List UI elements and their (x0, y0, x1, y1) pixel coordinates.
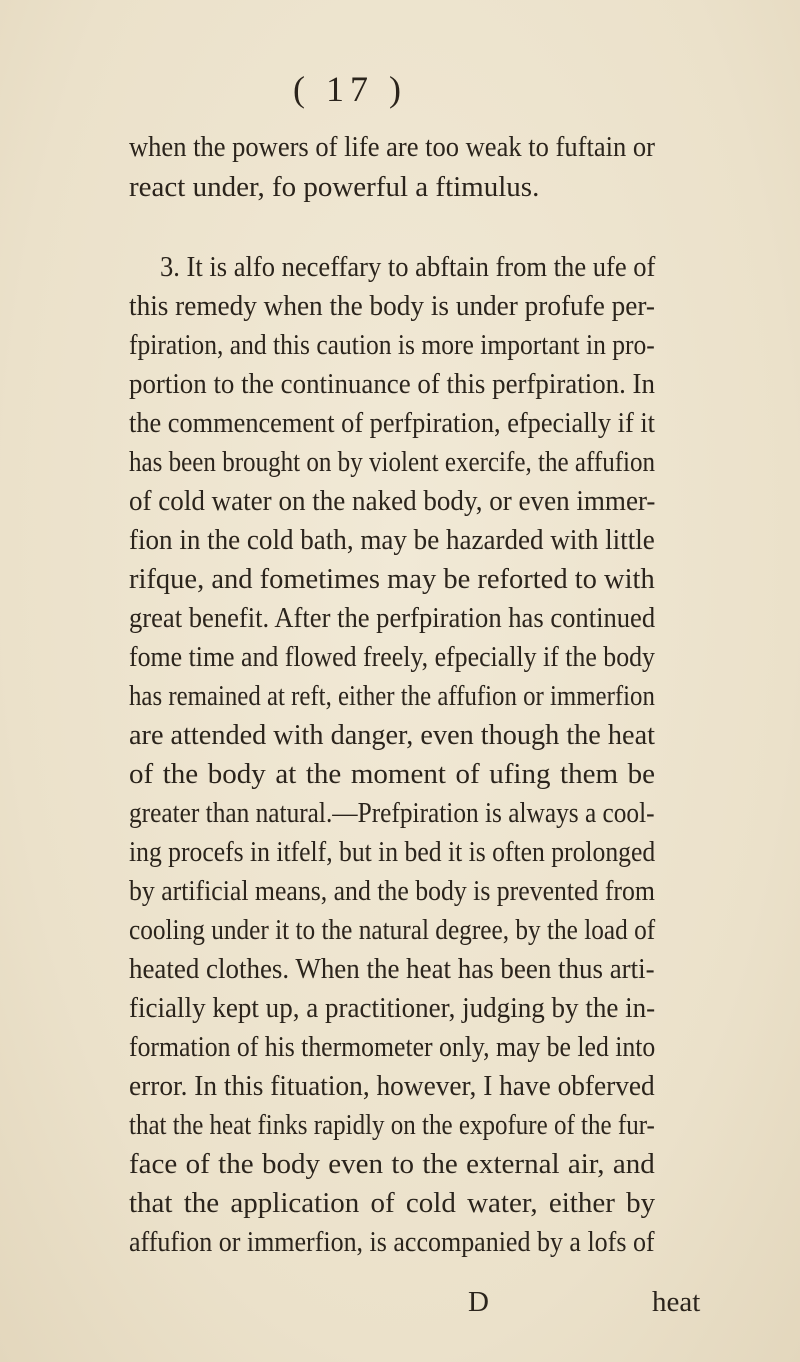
page-number: ( 17 ) (293, 69, 407, 109)
text-line: are attended with danger, even though the heat (129, 719, 655, 751)
text-line: formation of his thermometer only, may be led into (129, 1031, 656, 1063)
signature-mark: D (468, 1286, 489, 1318)
text-line: 3. It is alfo neceffary to abftain from the ufe of (160, 251, 656, 283)
text-line: fion in the cold bath, may be hazarded with little (129, 524, 655, 556)
text-line: by artificial means, and the body is prevented from (129, 875, 655, 907)
text-line: great benefit. After the perfpiration has continued (129, 602, 656, 634)
text-line: rifque, and fometimes may be reforted to with (129, 563, 655, 595)
text-line: that the heat finks rapidly on the expofure of the fur- (129, 1109, 655, 1141)
text-line: when the powers of life are too weak to fuftain or (129, 131, 655, 163)
text-line: cooling under it to the natural degree, by the load of (129, 914, 656, 946)
text-line: the commencement of perfpiration, efpecially if it (129, 407, 655, 439)
text-line: portion to the continuance of this perfpiration. In (129, 368, 655, 400)
catchword: heat (652, 1286, 701, 1318)
text-line: of cold water on the naked body, or even immer- (129, 485, 656, 517)
text-line: greater than natural.—Prefpiration is always a cool- (129, 797, 655, 829)
text-line: has been brought on by violent exercife, the affufion (129, 446, 656, 478)
text-line: ing procefs in itfelf, but in bed it is often prolonged (129, 836, 656, 868)
text-line: of the body at the moment of ufing them be (129, 758, 655, 790)
text-line: react under, fo powerful a ftimulus. (129, 171, 540, 203)
text-line: that the application of cold water, either by (129, 1187, 656, 1219)
text-line: fome time and flowed freely, efpecially if the body (129, 641, 655, 673)
text-line: ficially kept up, a practitioner, judging by the in- (129, 992, 656, 1024)
text-line: fpiration, and this caution is more important in pro- (129, 329, 655, 361)
text-line: face of the body even to the external air, and (129, 1148, 655, 1180)
text-line: affufion or immerfion, is accompanied by a lofs of (129, 1226, 655, 1258)
text-line: error. In this fituation, however, I have obferved (129, 1070, 655, 1102)
text-line: has remained at reft, either the affufion or immerfion (129, 680, 655, 712)
text-line: heated clothes. When the heat has been thus arti- (129, 953, 655, 985)
text-line: this remedy when the body is under profufe per- (129, 290, 655, 322)
